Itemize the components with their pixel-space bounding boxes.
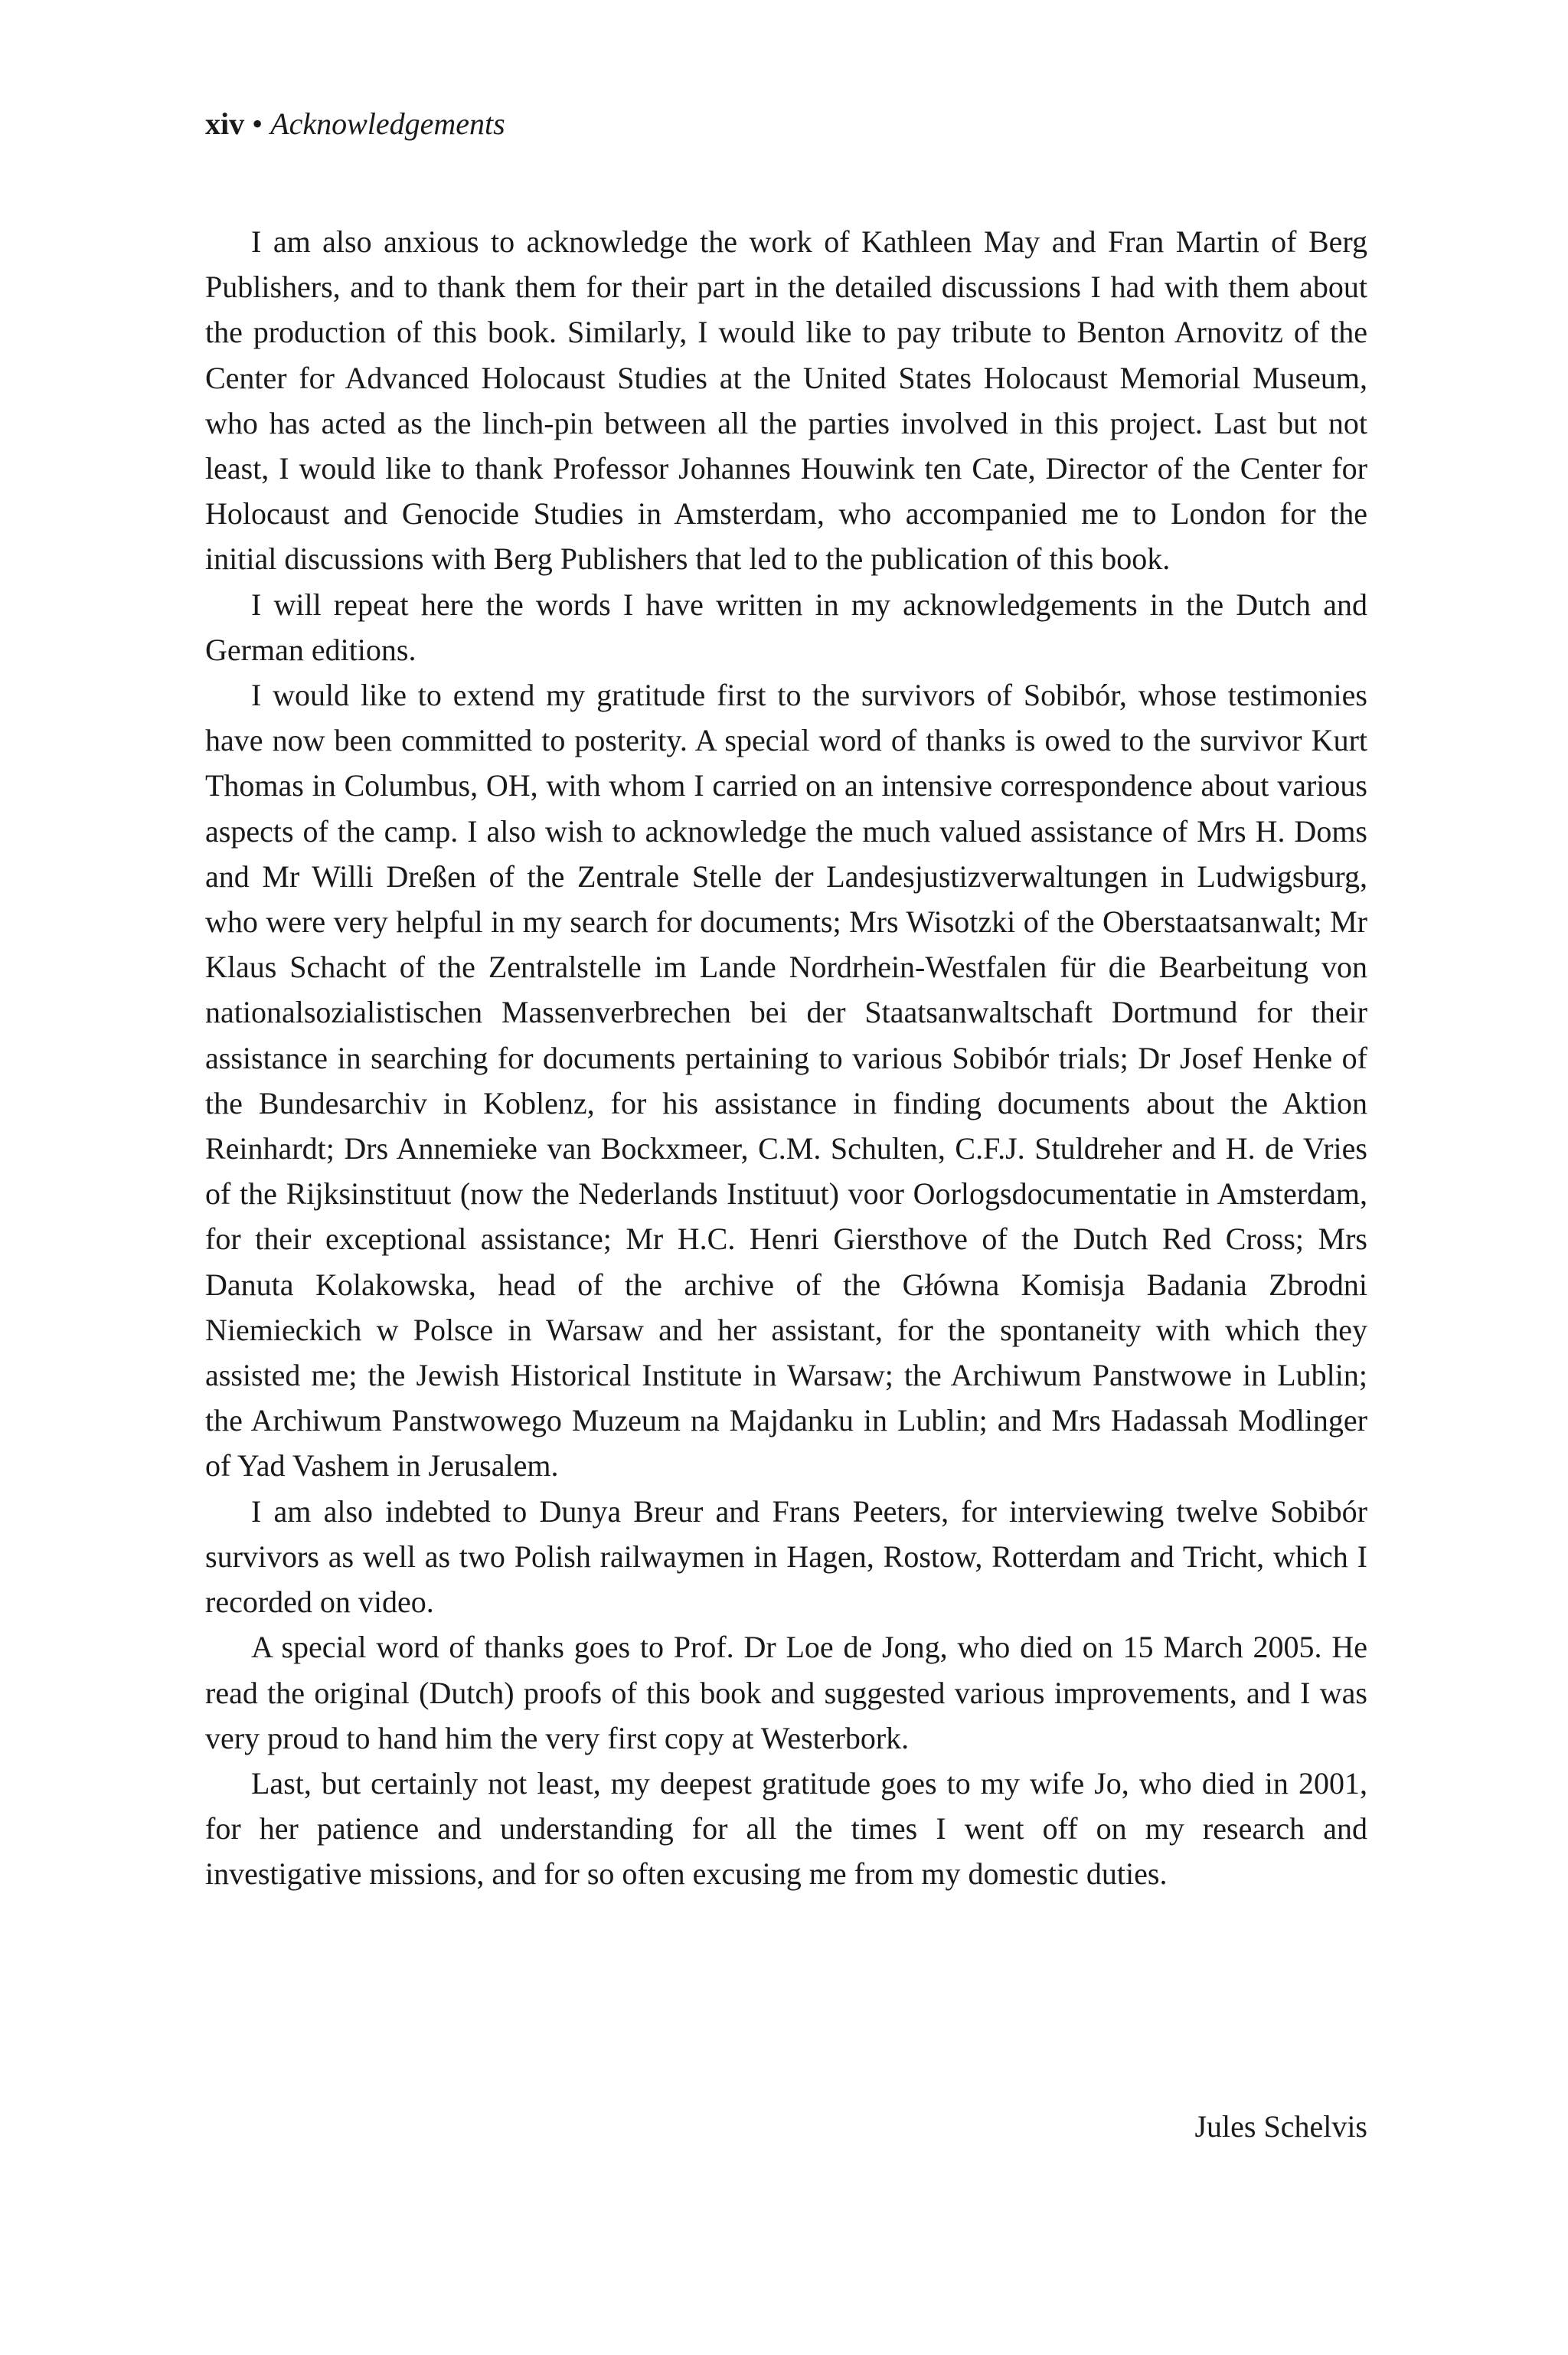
- paragraph: I am also indebted to Dunya Breur and Frans Peeters, for interviewing twelve Sobibór survivors as well as two Polish railwaymen in Hagen, Rostow, Rotterdam and Tricht, which I recorded on video.: [205, 1493, 1367, 1620]
- body-text: [205, 219, 1367, 1897]
- paragraph: Last, but certainly not least, my deepest gratitude goes to my wife Jo, who died in 2001, for her patience and understanding for all the times I went off on my research and investigative missions, and for so often excusing me from my domestic duties.: [205, 1765, 1367, 1892]
- section-title: Acknowledgements: [270, 106, 505, 141]
- paragraph: I will repeat here the words I have written in my acknowledgements in the Dutch and German editions.: [205, 587, 1367, 667]
- page-number: xiv: [205, 106, 245, 141]
- running-head-separator: •: [252, 106, 263, 141]
- running-head: [205, 101, 505, 147]
- author-signature: Jules Schelvis: [1194, 2109, 1367, 2144]
- paragraph: I am also anxious to acknowledge the work of Kathleen May and Fran Martin of Berg Publishers, and to thank them for their part in the detailed discussions I had with them about the production of this book. Similarly, I would like to pay tribute to Benton Arnovitz of the Center for Advanced Holocaust Studies at the United States Holocaust Memorial Museum, who has acted as the linch-pin between all the parties involved in this project. Last but not least, I would like to thank Professor Johannes Houwink ten Cate, Director of the Center for Holocaust and Genocide Studies in Amsterdam, who accompanied me to London for the initial discussions with Berg Publishers that led to the publication of this book.: [205, 224, 1367, 577]
- paragraph: I would like to extend my gratitude first to the survivors of Sobibór, whose testimonies have now been committed to posterity. A special word of thanks is owed to the survivor Kurt Thomas in Columbus, OH, with whom I carried on an intensive correspondence about various aspects of the camp. I also wish to acknowledge the much valued assistance of Mrs H. Doms and Mr Willi Dreßen of the Zentrale Stelle der Landesjustizverwaltungen in Ludwigsburg, who were very helpful in my search for documents; Mrs Wisotzki of the Oberstaatsanwalt; Mr Klaus Schacht of the Zentralstelle im Lande Nordrhein-Westfalen für die Bearbeitung von nationalsozialistischen Massenverbrechen bei der Staatsanwaltschaft Dortmund for their assistance in searching for documents pertaining to various Sobibór trials; Dr Josef Henke of the Bundesarchiv in Koblenz, for his assistance in finding documents about the Aktion Reinhardt; Drs Annemieke van Bockxmeer, C.M. Schulten, C.F.J. Stuldreher and H. de Vries of the Rijksinstituut (now the Nederlands Instituut) voor Oorlogsdocumentatie in Amsterdam, for their exceptional assistance; Mr H.C. Henri Giersthove of the Dutch Red Cross; Mrs Danuta Kolakowska, head of the archive of the Główna Komisja Badania Zbrodni Niemieckich w Polsce in Warsaw and her assistant, for the spontaneity with which they assisted me; the Jewish Historical Institute in Warsaw; the Archiwum Panstwowe in Lublin; the Archiwum Panstwowego Muzeum na Majdanku in Lublin; and Mrs Hadassah Modlinger of Yad Vashem in Jerusalem.: [205, 678, 1367, 1483]
- paragraph: A special word of thanks goes to Prof. Dr Loe de Jong, who died on 15 March 2005. He read the original (Dutch) proofs of this book and suggested various improvements, and I was very proud to hand him the very first copy at Westerbork.: [205, 1630, 1367, 1755]
